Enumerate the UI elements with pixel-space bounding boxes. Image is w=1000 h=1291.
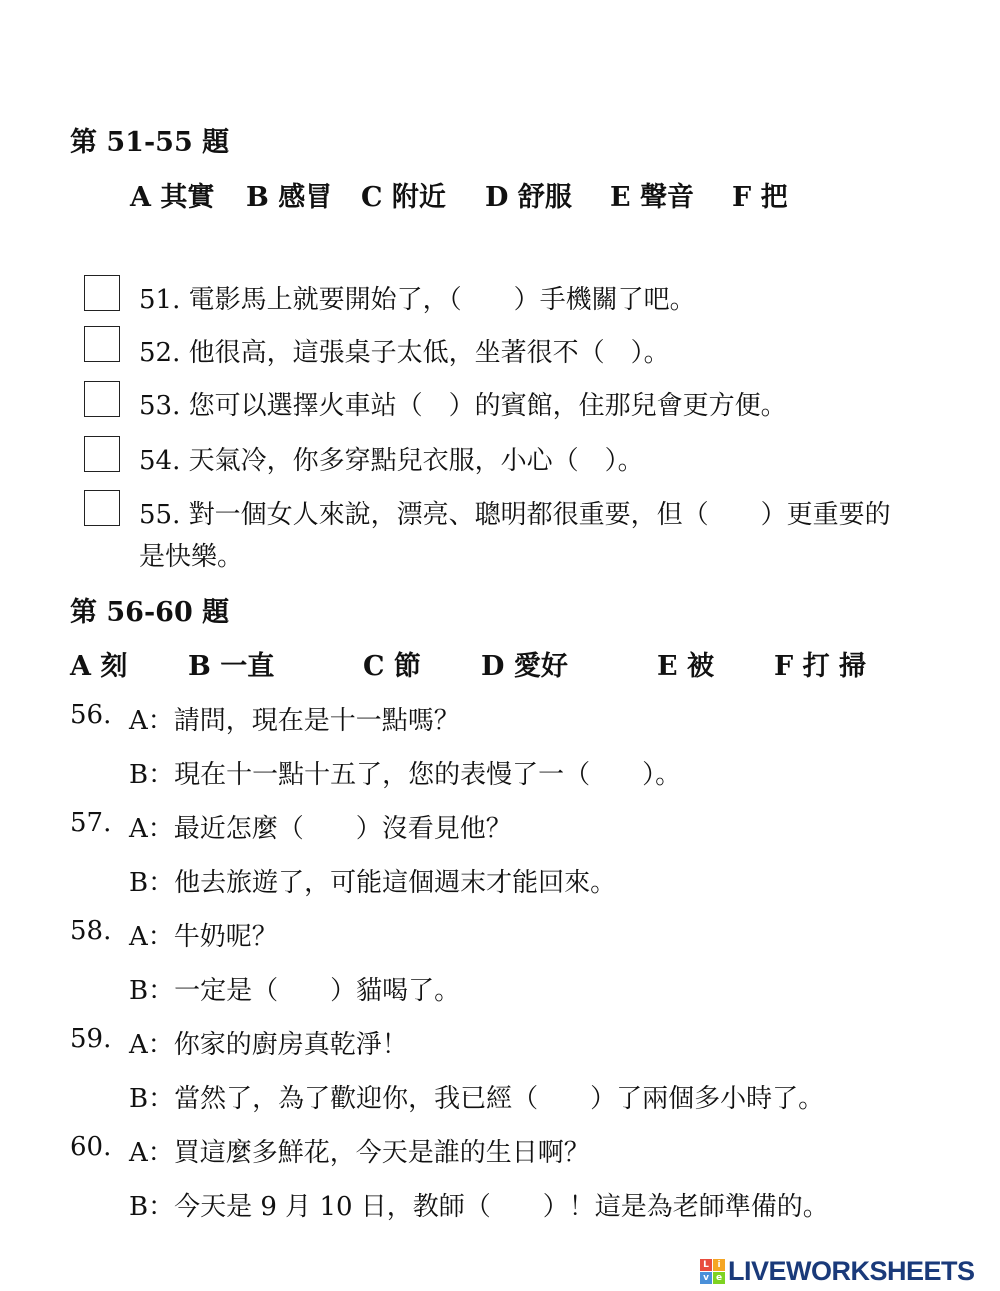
answer-box-53[interactable]	[84, 381, 120, 417]
option-d: D 愛好	[481, 651, 568, 682]
option-a: A 其實	[130, 182, 215, 213]
question-53-text: 53. 您可以選擇火車站（ ）的賓館，住那兒會更方便。	[139, 391, 787, 421]
option-e: E 聲音	[610, 182, 694, 213]
question-58-line-a: A：牛奶呢？	[129, 922, 278, 952]
answer-box-55[interactable]	[84, 490, 120, 526]
question-59-line-b: B：當然了，為了歡迎你，我已經（ ）了兩個多小時了。	[129, 1084, 825, 1114]
question-60-number: 60.	[70, 1132, 112, 1162]
option-b: B 感冒	[246, 182, 333, 213]
answer-box-52[interactable]	[84, 326, 120, 362]
option-e: E 被	[657, 651, 714, 682]
question-60-line-b: B：今天是 9 月 10 日，教師（ ）！這是為老師準備的。	[129, 1192, 829, 1222]
question-54-text: 54. 天氣冷，你多穿點兒衣服，小心（ ）。	[139, 446, 644, 476]
question-60-line-a: A：買這麼多鮮花，今天是誰的生日啊？	[129, 1138, 590, 1168]
option-f: F 把	[732, 182, 788, 213]
option-c: C 節	[363, 651, 421, 682]
brand-name: LIVEWORKSHEETS	[728, 1255, 975, 1286]
question-58-line-b: B：一定是（ ）貓喝了。	[129, 976, 461, 1006]
liveworksheets-logo	[700, 1256, 975, 1286]
option-f: F 打 掃	[774, 651, 866, 682]
question-57-line-b: B：他去旅遊了，可能這個週末才能回來。	[129, 868, 617, 898]
question-57-number: 57.	[70, 808, 112, 838]
logo-icon: L i v e	[700, 1259, 725, 1284]
question-52-text: 52. 他很高，這張桌子太低，坐著很不（ ）。	[139, 338, 670, 368]
option-b: B 一直	[188, 651, 275, 682]
question-55-text-line2: 是快樂。	[139, 542, 244, 572]
option-a: A 刻	[70, 651, 128, 682]
question-58-number: 58.	[70, 916, 112, 946]
question-59-number: 59.	[70, 1024, 112, 1054]
question-55-text: 55. 對一個女人來說，漂亮、聰明都很重要，但（ ）更重要的	[139, 500, 891, 530]
section-title-51-55: 第 51-55 題	[70, 127, 230, 158]
question-57-line-a: A：最近怎麼（ ）沒看見他？	[129, 814, 512, 844]
question-56-number: 56.	[70, 700, 112, 730]
answer-box-54[interactable]	[84, 436, 120, 472]
question-56-line-a: A：請問，現在是十一點嗎？	[129, 706, 460, 736]
section-title-56-60: 第 56-60 題	[70, 597, 230, 628]
question-59-line-a: A：你家的廚房真乾淨！	[129, 1030, 408, 1060]
question-56-line-b: B：現在十一點十五了，您的表慢了一（ ）。	[129, 760, 682, 790]
question-51-text: 51. 電影馬上就要開始了，（ ）手機關了吧。	[139, 285, 696, 315]
option-c: C 附近	[361, 182, 446, 213]
answer-box-51[interactable]	[84, 275, 120, 311]
option-d: D 舒服	[485, 182, 572, 213]
